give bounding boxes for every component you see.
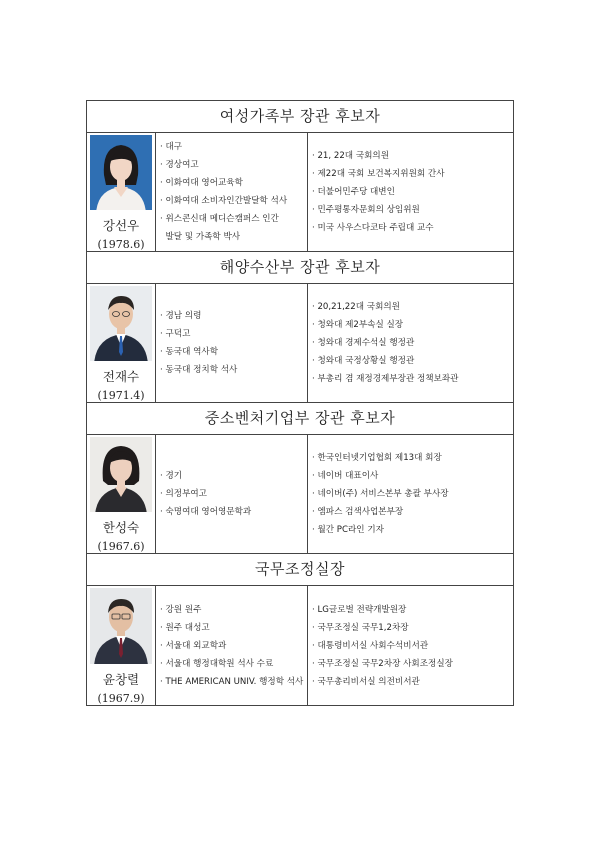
- education-item: · 위스콘신대 메디슨캠퍼스 인간: [160, 214, 279, 224]
- candidate-birth: (1967.6): [97, 540, 145, 553]
- career-item: · 부총리 겸 재정경제부장관 정책보좌관: [312, 374, 459, 384]
- profile-photo: [90, 286, 152, 361]
- profile-photo: [90, 588, 152, 664]
- career-list: [308, 133, 513, 251]
- career-list: [308, 435, 513, 553]
- profile-photo: [90, 135, 152, 210]
- profile-cell: [87, 284, 156, 402]
- career-list: [308, 586, 513, 705]
- profile-cell: [87, 586, 156, 705]
- section-title: 국무조정실장: [87, 554, 513, 586]
- education-item: 발달 및 가족학 박사: [160, 232, 241, 242]
- candidate-name: 전재수: [102, 369, 140, 384]
- education-item: · 의정부여고: [160, 489, 207, 499]
- career-item: · 제22대 국회 보건복지위원회 간사: [312, 169, 445, 179]
- career-item: · 국무조정실 국무1,2차장: [312, 622, 409, 633]
- career-item: · 네이버(주) 서비스본부 총괄 부사장: [312, 489, 449, 499]
- education-list: [156, 284, 308, 402]
- education-item: · 동국대 정치학 석사: [160, 365, 238, 375]
- candidate-name: 강선우: [102, 218, 140, 233]
- candidate-birth: (1971.4): [97, 389, 145, 402]
- candidate-row: [87, 586, 513, 705]
- career-item: · 민주평통자문회의 상임위원: [312, 205, 420, 215]
- candidate-name: 윤창렬: [102, 672, 140, 687]
- career-item: · 국무조정실 국무2차장 사회조정실장: [312, 658, 453, 669]
- candidate-row: [87, 284, 513, 403]
- career-item: · 엠파스 검색사업본부장: [312, 507, 404, 517]
- career-item: · 대통령비서실 사회수석비서관: [312, 640, 429, 651]
- candidate-document: [86, 100, 514, 706]
- education-item: · 강원 원주: [160, 604, 202, 615]
- candidate-birth: (1978.6): [97, 238, 145, 251]
- profile-cell: [87, 435, 156, 553]
- candidate-row: [87, 435, 513, 554]
- career-item: · 더불어민주당 대변인: [312, 187, 395, 197]
- career-item: · 한국인터넷기업협회 제13대 회장: [312, 453, 442, 463]
- education-item: · 서울대 외교학과: [160, 640, 227, 651]
- profile-photo: [90, 437, 152, 512]
- career-item: · LG글로벌 전략개발원장: [312, 604, 407, 615]
- career-item: · 20,21,22대 국회의원: [312, 302, 400, 312]
- career-item: · 월간 PC라인 기자: [312, 525, 384, 535]
- education-item: · 동국대 역사학: [160, 347, 219, 357]
- education-list: [156, 586, 308, 705]
- education-list: [156, 435, 308, 553]
- career-item: · 네이버 대표이사: [312, 471, 379, 481]
- education-item: · 이화여대 소비자인간발달학 석사: [160, 196, 288, 206]
- career-item: · 청와대 국정상황실 행정관: [312, 356, 415, 366]
- section-title: 여성가족부 장관 후보자: [87, 101, 513, 133]
- education-item: · THE AMERICAN UNIV. 행정학 석사: [160, 676, 304, 687]
- education-item: · 구덕고: [160, 329, 191, 339]
- education-item: · 서울대 행정대학원 석사 수료: [160, 658, 274, 669]
- career-item: · 청와대 경제수석실 행정관: [312, 338, 415, 348]
- education-item: · 이화여대 영어교육학: [160, 178, 243, 188]
- candidate-name: 한성숙: [102, 520, 140, 535]
- career-item: · 21, 22대 국회의원: [312, 151, 390, 161]
- career-item: · 청와대 제2부속실 실장: [312, 320, 404, 330]
- career-item: · 미국 사우스다코타 주립대 교수: [312, 223, 434, 233]
- education-item: · 경상여고: [160, 160, 199, 170]
- education-item: · 원주 대성고: [160, 622, 210, 633]
- section-title: 해양수산부 장관 후보자: [87, 252, 513, 284]
- career-list: [308, 284, 513, 402]
- education-item: · 대구: [160, 142, 183, 152]
- section-title: 중소벤처기업부 장관 후보자: [87, 403, 513, 435]
- candidate-row: [87, 133, 513, 252]
- career-item: · 국무총리비서실 의전비서관: [312, 676, 420, 687]
- candidate-birth: (1967.9): [97, 692, 145, 705]
- education-item: · 경남 의령: [160, 311, 202, 321]
- profile-cell: [87, 133, 156, 251]
- education-item: · 숙명여대 영어영문학과: [160, 507, 252, 517]
- education-list: [156, 133, 308, 251]
- education-item: · 경기: [160, 471, 183, 481]
